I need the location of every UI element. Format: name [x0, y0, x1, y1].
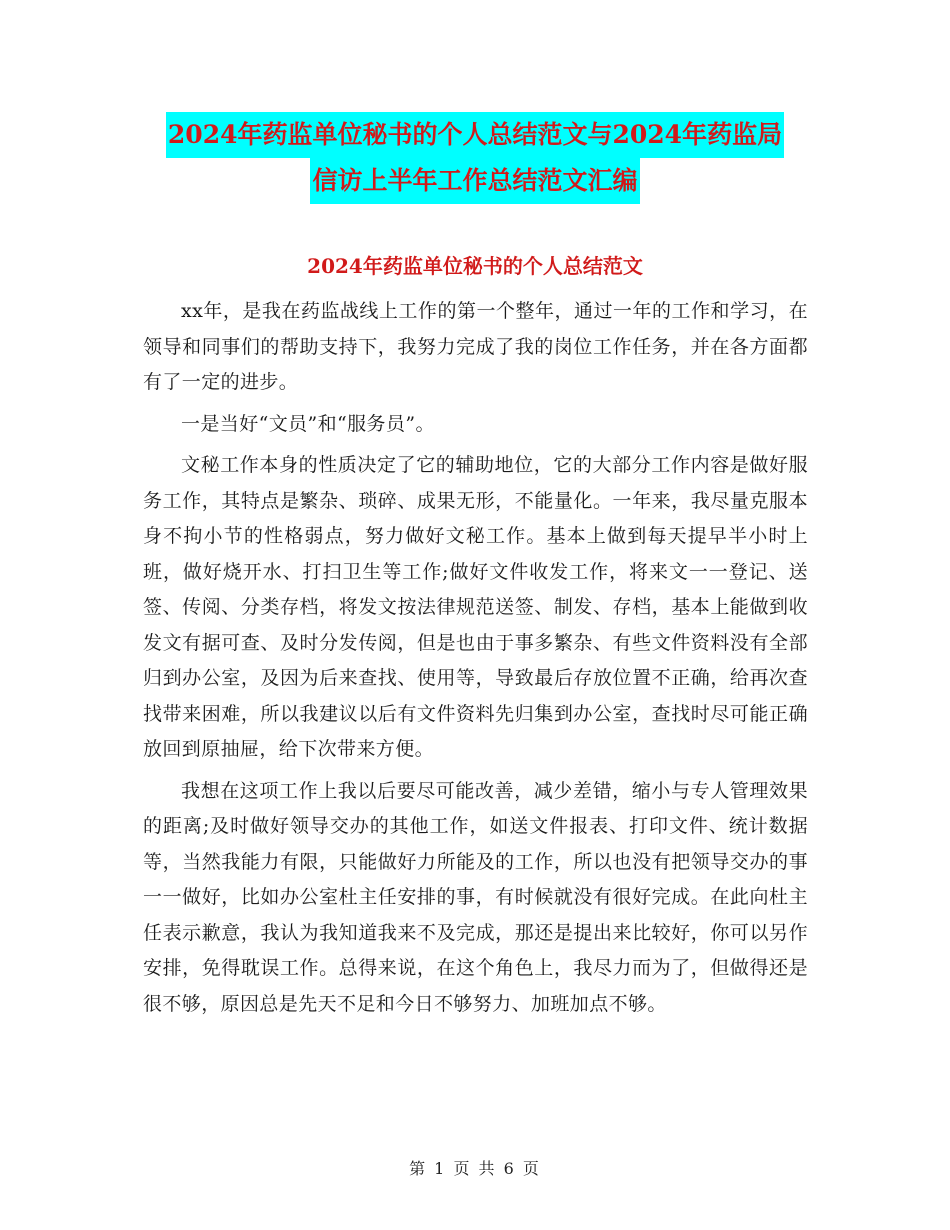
- paragraph-4: 我想在这项工作上我以后要尽可能改善，减少差错，缩小与专人管理效果的距离;及时做好领导交办的其他工作，如送文件报表、打印文件、统计数据等，当然我能力有限，只能做好力所能及的工作，所以也没有把领导交办的事一一做好，比如办公室杜主任安排的事，有时候就没有很好完成。在此向杜主任表示歉意，我认为我知道我来不及完成，那还是提出来比较好，你可以另作安排，免得耽误工作。总得来说，在这个角色上，我尽力而为了，但做得还是很不够，原因总是先天不足和今日不够努力、加班加点不够。: [143, 779, 808, 1015]
- document-title-line-1: 2024年药监单位秘书的个人总结范文与2024年药监局: [166, 112, 784, 158]
- paragraph-1: xx年，是我在药监战线上工作的第一个整年，通过一年的工作和学习，在领导和同事们的帮助支持下，我努力完成了我的岗位工作任务，并在各方面都有了一定的进步。: [143, 300, 808, 393]
- document-body: [143, 294, 808, 1028]
- paragraph-2: 一是当好“文员”和“服务员”。: [181, 412, 435, 435]
- paragraph-3: 文秘工作本身的性质决定了它的辅助地位，它的大部分工作内容是做好服务工作，其特点是繁杂、琐碎、成果无形，不能量化。一年来，我尽量克服本身不拘小节的性格弱点，努力做好文秘工作。基本上做到每天提早半小时上班，做好烧开水、打扫卫生等工作;做好文件收发工作，将来文一一登记、送签、传阅、分类存档，将发文按法律规范送签、制发、存档，基本上能做到收发文有据可查、及时分发传阅，但是也由于事多繁杂、有些文件资料没有全部归到办公室，及因为后来查找、使用等，导致最后存放位置不正确，给再次查找带来困难，所以我建议以后有文件资料先归集到办公室，查找时尽可能正确放回到原抽屉，给下次带来方便。: [143, 454, 808, 760]
- page-number-footer: 第 1 页 共 6 页: [409, 1159, 541, 1178]
- section-title: 2024年药监单位秘书的个人总结范文: [307, 254, 643, 278]
- document-title: [0, 112, 950, 204]
- document-title-line-2: 信访上半年工作总结范文汇编: [310, 158, 639, 204]
